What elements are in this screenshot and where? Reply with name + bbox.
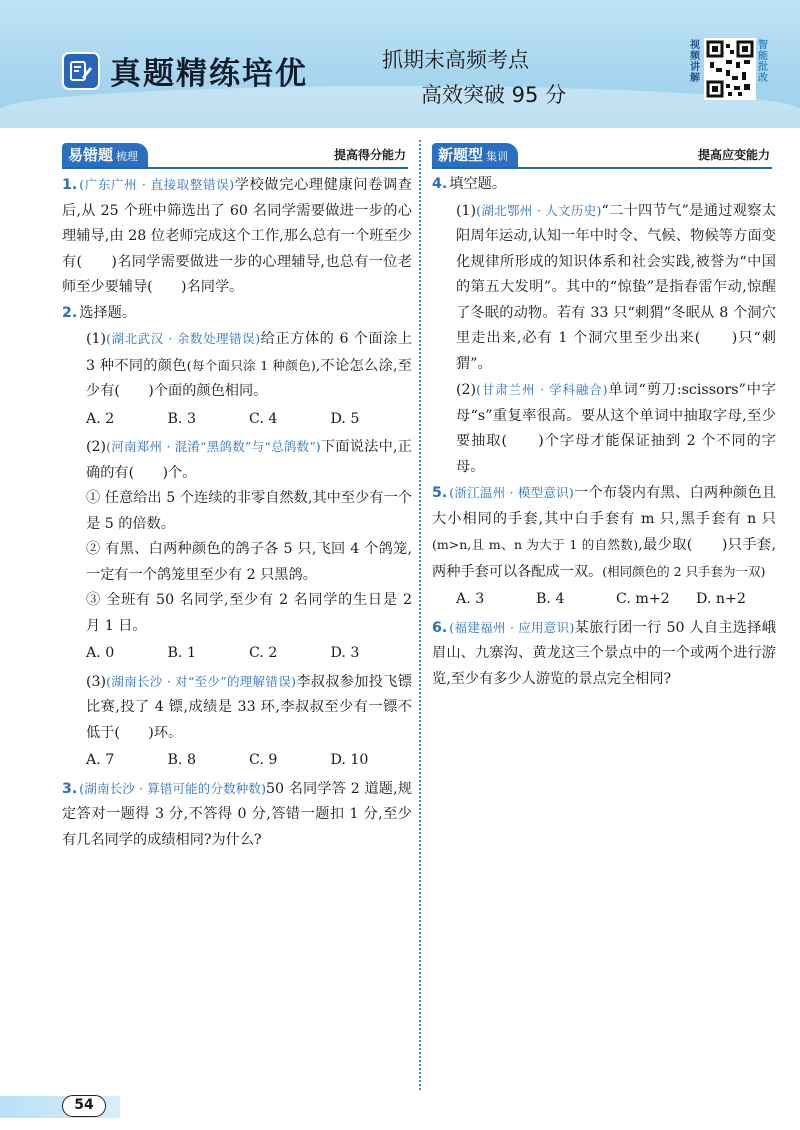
left-tag-label: 易错题 (68, 146, 114, 164)
left-section-goal: 提高得分能力 (333, 148, 406, 162)
left-tag-sub: 梳理 (116, 150, 139, 163)
question-number: 4. (432, 176, 448, 192)
question-source: (浙江温州 · 模型意识) (449, 485, 574, 500)
pencil-note-icon (62, 52, 100, 90)
question-number: 6. (432, 619, 448, 636)
option-c[interactable]: C. 4 (249, 410, 278, 427)
qr-code-block[interactable] (690, 38, 774, 102)
question-source: (湖北鄂州 · 人文历史) (476, 202, 602, 218)
question-number: 2. (62, 304, 78, 321)
page-title: 真题精练培优 (110, 56, 308, 92)
right-section-goal: 提高应变能力 (697, 148, 770, 162)
options-row (62, 641, 412, 667)
option-c[interactable]: C. 9 (249, 752, 278, 768)
option-d[interactable]: D. n+2 (696, 591, 746, 607)
right-section-tag (432, 143, 518, 167)
option-a[interactable]: A. 3 (456, 591, 485, 607)
question-note: (相同颜色的 2 只手套为一双) (602, 563, 766, 579)
option-b[interactable]: B. 1 (167, 645, 196, 661)
question-note: (每个面只涂 1 种颜色) (186, 357, 316, 373)
question-4-part-2 (432, 377, 776, 480)
question-text: 50 名同学答 2 道题,规定答对一题得 3 分,不答得 0 分,答错一题扣 1 分,至少有几名同学的成绩相同?为什么? (62, 780, 412, 848)
qr-right-label: 智能批改 (758, 40, 768, 84)
part-label: (1) (86, 331, 107, 347)
question-note: (m>n,且 m、n 为大于 1 的自然数) (432, 537, 639, 552)
statement-1: ① 任意给出 5 个连续的非零自然数,其中至少有一个是 5 的倍数。 (86, 490, 412, 532)
question-text: ,最少取( )只手套,两种手套可以各配成一双。 (432, 537, 776, 580)
question-4-part-1 (432, 198, 776, 378)
question-title: 选择题。 (79, 304, 137, 321)
left-column (62, 172, 412, 853)
options-row (62, 407, 412, 433)
question-2-part-2 (62, 434, 412, 486)
qr-left-label: 视频讲解 (690, 40, 700, 84)
option-b[interactable]: B. 4 (536, 591, 565, 607)
question-source: (湖北武汉 · 余数处理错误) (106, 331, 261, 346)
question-2 (62, 301, 412, 327)
option-b[interactable]: B. 8 (167, 752, 196, 768)
options-row (62, 748, 412, 774)
qr-code-icon[interactable] (704, 38, 756, 100)
statement-3: ③ 全班有 50 名同学,至少有 2 名同学的生日是 2 月 1 日。 (86, 592, 412, 634)
question-source: (湖南长沙 · 对“至少”的理解错误) (106, 673, 296, 689)
option-d[interactable]: D. 3 (330, 645, 360, 661)
option-a[interactable]: A. 7 (86, 752, 115, 768)
right-column (432, 172, 776, 692)
question-2-part-1 (62, 326, 412, 405)
question-title: 填空题。 (449, 176, 507, 192)
part-label: (1) (456, 202, 477, 219)
question-5 (432, 480, 776, 585)
statement-2: ② 有黑、白两种颜色的鸽子各 5 只,飞回 4 个鸽笼,一定有一个鸽笼里至少有 2 只黑鸽。 (86, 541, 412, 583)
question-source: (河南郑州 · 混淆“黑鸽数”与“总鸽数”) (106, 439, 321, 454)
question-text: 某旅行团一行 50 人自主选择峨眉山、九寨沟、黄龙这三个景点中的一个或两个进行游览,至少有多少人游览的景点完全相同? (432, 619, 776, 687)
question-2-part-3 (62, 669, 412, 747)
question-text: 单词“剪刀:scissors”中字母“s”重复率很高。要从这个单词中抽取字母,至少要抽取( )个字母才能保证抽到 2 个不同的字母。 (456, 382, 776, 475)
part-label: (2) (456, 382, 477, 398)
option-c[interactable]: C. m+2 (616, 591, 670, 607)
question-source: (湖南长沙 · 算错可能的分数种数) (79, 780, 266, 796)
left-section-tag (62, 143, 148, 167)
question-number: 1. (62, 177, 78, 193)
question-text: ,不论怎么涂,至少有( )个面的颜色相同。 (86, 357, 412, 399)
question-text: “二十四节气”是通过观察太阳周年运动,认知一年中时令、气候、物候等方面变化规律所形成的知识体系和社会实践,被誉为“中国的第五大发明”。其中的“惊蛰”是指春雷乍动,惊醒了冬眠的动物。若有 33 只“刺猬”冬眠从 8 个洞穴里走出来,必有 1 个洞穴里至少出来( )只“刺猬”。 (456, 202, 776, 372)
options-row (432, 587, 776, 613)
question-text: 一个布袋内有黑、白两种颜色且大小相同的手套,其中白手套有 m 只,黑手套有 n 只 (432, 485, 776, 527)
question-text: 给正方体的 6 个面涂上 3 种不同的颜色 (86, 331, 413, 374)
question-3 (62, 776, 412, 854)
question-text: 李叔叔参加投飞镖比赛,投了 4 镖,成绩是 33 环,李叔叔至少有一镖不低于( )环。 (86, 673, 412, 741)
option-d[interactable]: D. 5 (330, 410, 360, 427)
option-d[interactable]: D. 10 (330, 752, 369, 768)
question-source: (甘肃兰州 · 学科融合) (476, 382, 608, 397)
question-text: 下面说法中,正确的有( )个。 (86, 439, 412, 481)
left-section-header (62, 143, 408, 169)
right-tag-label: 新题型 (438, 146, 484, 164)
column-divider (419, 140, 421, 1090)
option-c[interactable]: C. 2 (249, 645, 278, 661)
question-text: 学校做完心理健康问卷调查后,从 25 个班中筛选出了 60 名同学需要做进一步的心理辅导,由 28 位老师完成这个工作,那么总有一个班至少有( )名同学需要做进一步的心理辅导,也总有一位老师至少要辅导( )名同学。 (62, 177, 412, 295)
header-banner (0, 0, 800, 128)
part-label: (3) (86, 673, 107, 690)
right-tag-sub: 集训 (486, 150, 509, 163)
page-number: 54 (62, 1095, 106, 1117)
question-source: (广东广州 · 直接取整错误) (79, 177, 235, 192)
question-number: 5. (432, 485, 448, 501)
question-source: (福建福州 · 应用意识) (449, 619, 575, 635)
option-a[interactable]: A. 0 (86, 645, 115, 661)
question-number: 3. (62, 780, 78, 797)
part-label: (2) (86, 439, 107, 455)
question-1 (62, 172, 412, 301)
option-a[interactable]: A. 2 (86, 410, 115, 427)
slogan-line2: 高效突破 95 分 (421, 83, 567, 107)
question-4 (432, 172, 776, 198)
right-section-header (432, 143, 772, 169)
question-6 (432, 615, 776, 693)
slogan-line1: 抓期末高频考点 (382, 48, 529, 72)
option-b[interactable]: B. 3 (167, 410, 196, 427)
